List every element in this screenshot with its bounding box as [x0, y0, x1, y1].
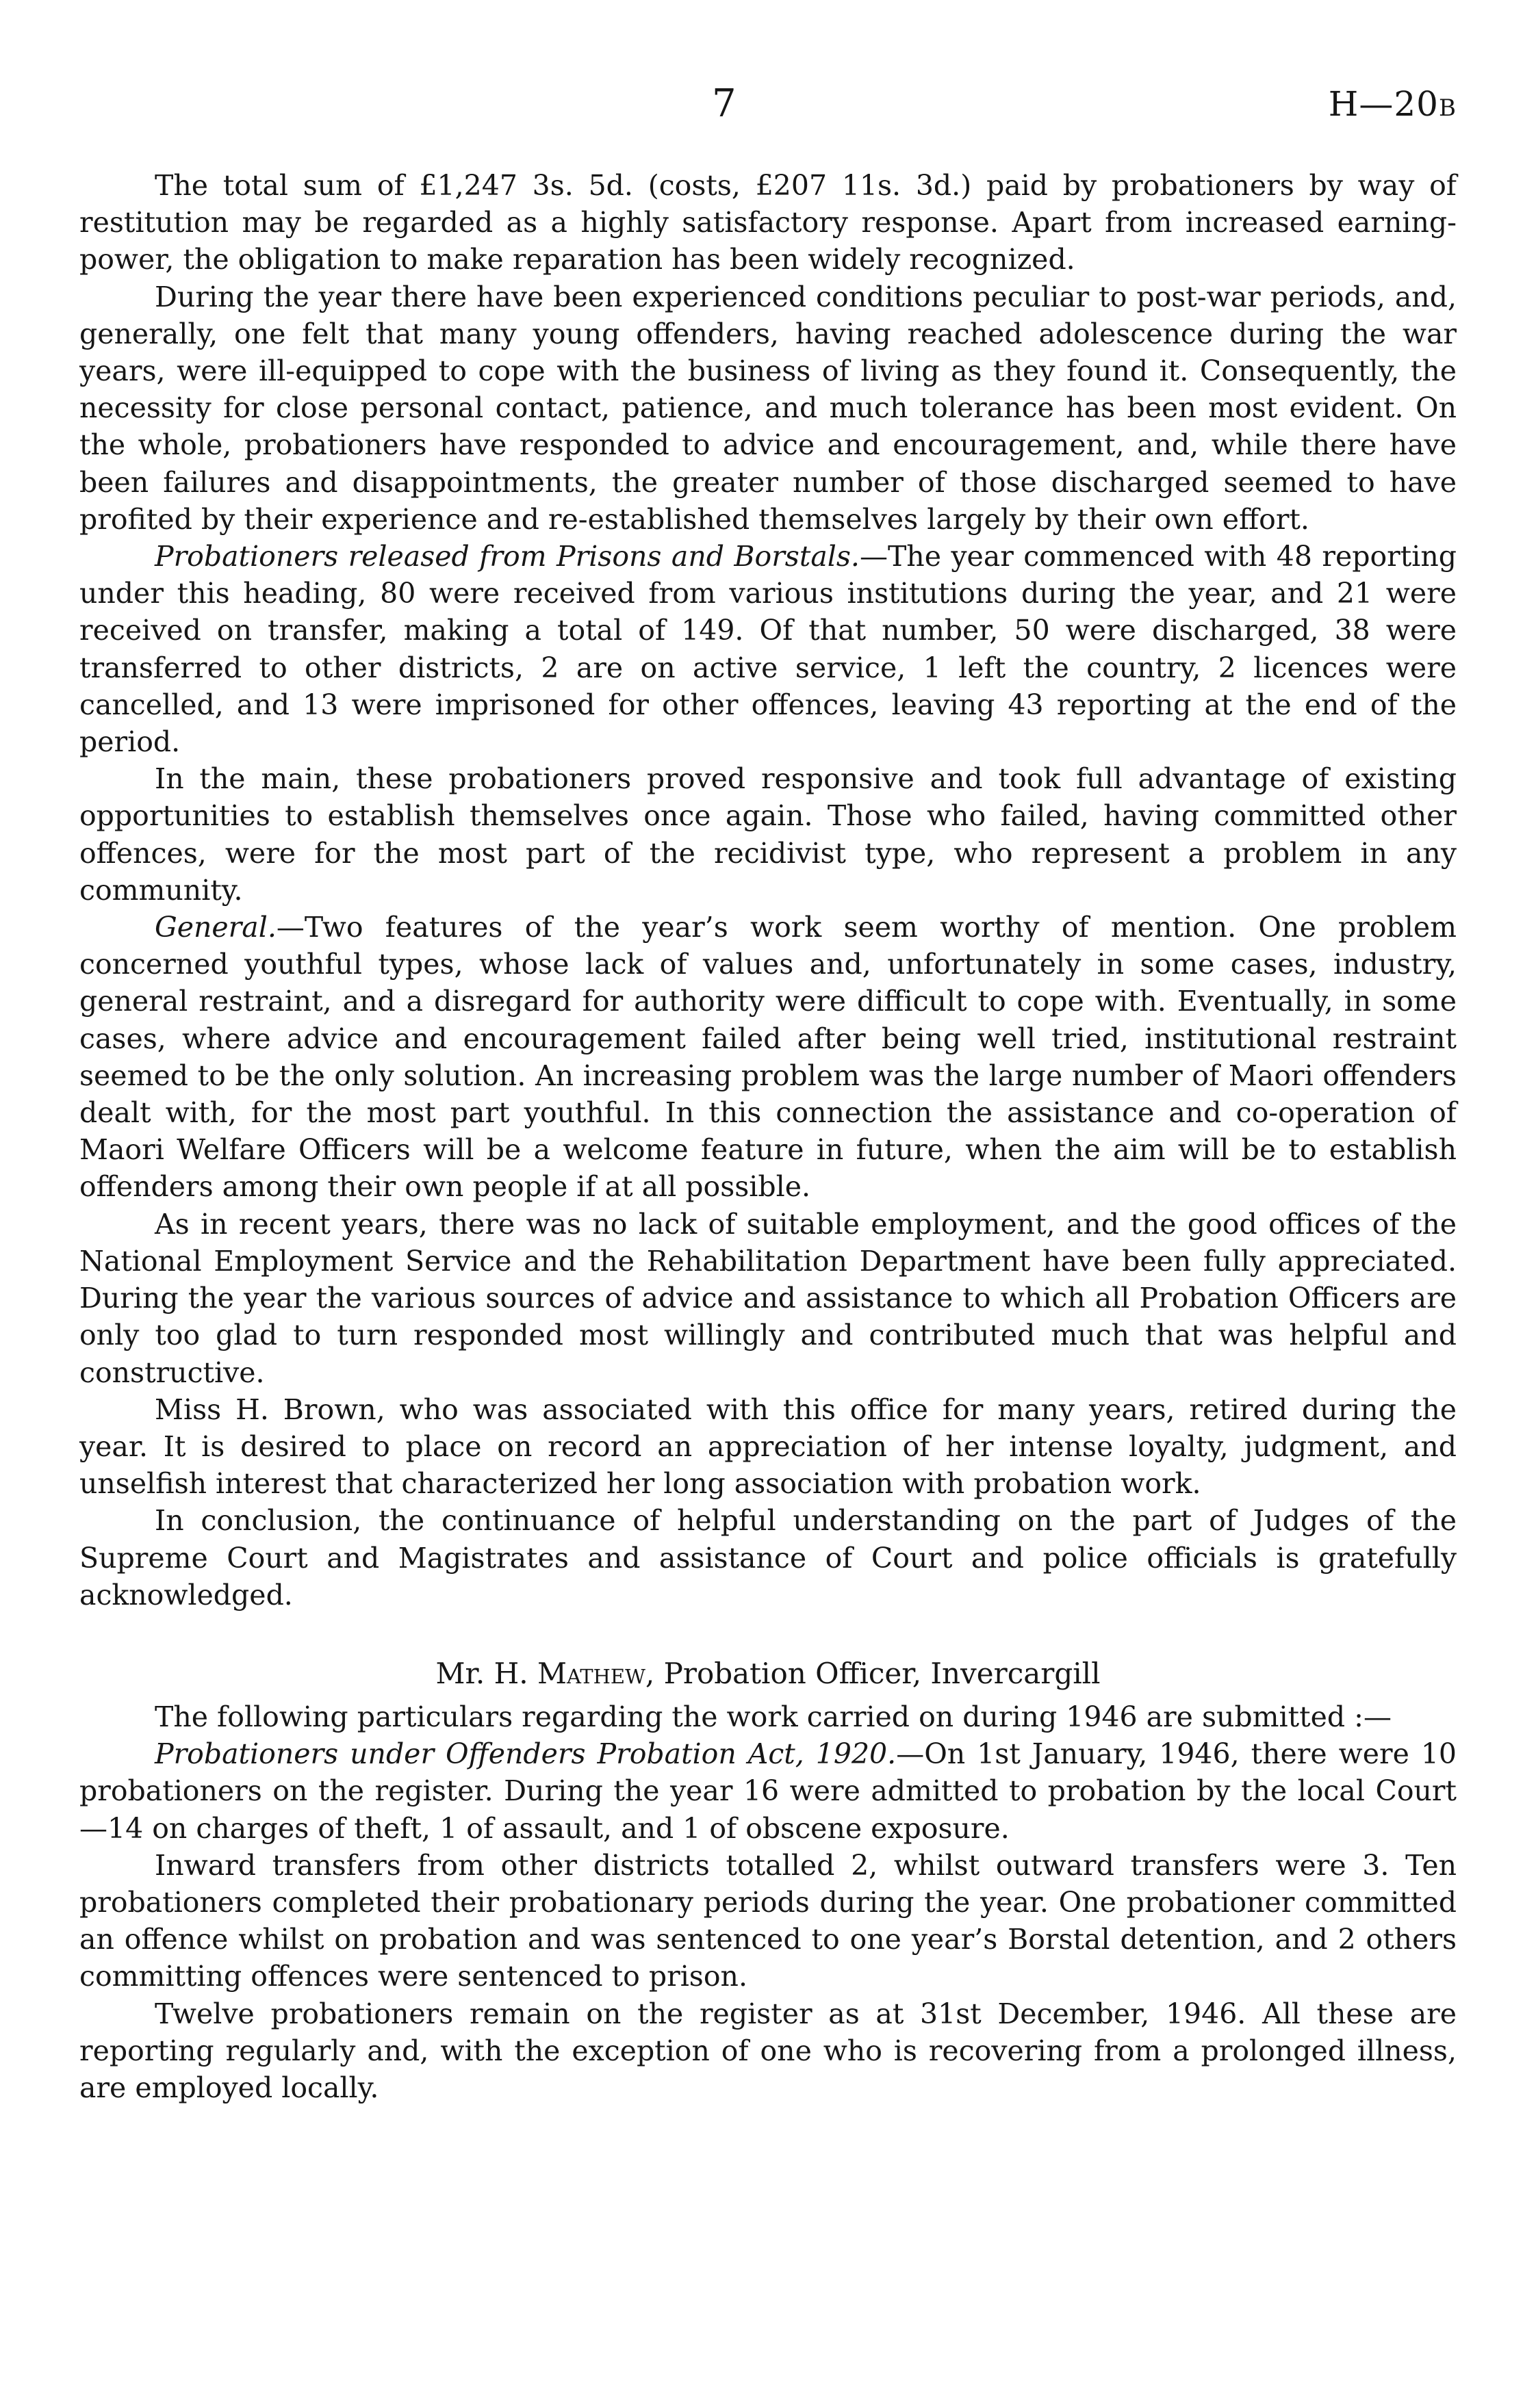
page-body	[79, 167, 1457, 2106]
paragraph-lead-italic: Probationers released from Prisons and Borstals.	[155, 540, 860, 573]
paragraph-employment: As in recent years, there was no lack of suitable employment, and the good offices of the National Employment Service and the Rehabilitation Department have been fully appreciated. During the year the various sources of advice and assistance to which all Probation Officers are only too glad to turn responded most willingly and contributed much that was helpful and constructive.	[79, 1207, 1457, 1389]
paragraph-released-from-prisons	[79, 538, 1457, 760]
document-code	[1329, 77, 1457, 135]
paragraph-offenders-probation-act	[79, 1735, 1457, 1847]
paragraph-restitution: The total sum of £1,247 3s. 5d. (costs, £207 11s. 3d.) paid by probationers by way of restitution may be regarded as a highly satisfactory response. Apart from increased earning-power, the obligation to make reparation has been widely recognized.	[79, 169, 1457, 276]
paragraph-lead-italic: General.	[155, 911, 277, 944]
page-number: 7	[712, 81, 737, 126]
document-code-suffix: B	[1439, 94, 1457, 122]
heading-officer-name: Mathew	[537, 1656, 645, 1690]
paragraph-body: —The year commenced with 48 reporting under this heading, 80 were received from various institutions during the year, and 21 were received on transfer, making a total of 149. Of that number, 50 were discharged, 38 were transferred to other districts, 2 are on active service, 1 left the country, 2 licences were cancelled, and 13 were imprisoned for other offences, leaving 43 reporting at the end of the period.	[79, 540, 1457, 759]
paragraph-post-war-conditions: During the year there have been experienced conditions peculiar to post-war periods, and, generally, one felt that many young offenders, having reached adolescence during the war years, were ill-equipped to cope with the business of living as they found it. Consequently, the necessity for close personal contact, patience, and much tolerance has been most evident. On the whole, probationers have responded to advice and encouragement, and, while there have been failures and disappointments, the greater number of those discharged seemed to have profited by their experience and re-established themselves largely by their own effort.	[79, 280, 1457, 536]
paragraph-general	[79, 909, 1457, 1206]
heading-suffix: , Probation Officer, Invercargill	[645, 1656, 1101, 1690]
paragraph-conclusion: In conclusion, the continuance of helpful understanding on the part of Judges of the Supreme Court and Magistrates and assistance of Court and police officials is gratefully acknowledged.	[79, 1504, 1457, 1611]
paragraph-miss-brown: Miss H. Brown, who was associated with this office for many years, retired during the year. It is desired to place on record an appreciation of her intense loyalty, judgment, and unselfish interest that characterized her long association with probation work.	[79, 1393, 1457, 1501]
page-header	[0, 77, 1536, 131]
document-code-main: H—20	[1328, 84, 1439, 124]
paragraph-responsive-probationers: In the main, these probationers proved responsive and took full advantage of existing opportunities to establish themselves once again. Those who failed, having committed other offences, were for the most part of the recidivist type, who represent a problem in any community.	[79, 762, 1457, 907]
paragraph-body: —On 1st January, 1946, there were 10 probationers on the register. During the year 16 were admitted to probation by the local Court—14 on charges of theft, 1 of assault, and 1 of obscene exposure.	[79, 1737, 1457, 1845]
paragraph-lead-italic: Probationers under Offenders Probation Act, 1920.	[155, 1737, 897, 1771]
paragraph-body: —Two features of the year’s work seem worthy of mention. One problem concerned youthful types, whose lack of values and, unfortunately in some cases, industry, general restraint, and a disregard for authority were difficult to cope with. Eventually, in some cases, where advice and encouragement failed after being well tried, institutional restraint seemed to be the only solution. An increasing problem was the large number of Maori offenders dealt with, for the most part youthful. In this connection the assistance and co-operation of Maori Welfare Officers will be a welcome feature in future, when the aim will be to establish offenders among their own people if at all possible.	[79, 911, 1457, 1204]
paragraph-transfers: Inward transfers from other districts totalled 2, whilst outward transfers were 3. Ten probationers completed their probationary periods during the year. One probationer committed an offence whilst on probation and was sentenced to one year’s Borstal detention, and 2 others committing offences were sentenced to prison.	[79, 1848, 1457, 1993]
paragraph-register: Twelve probationers remain on the register as at 31st December, 1946. All these are reporting regularly and, with the exception of one who is recovering from a prolonged illness, are employed locally.	[79, 1997, 1457, 2104]
heading-prefix: Mr. H.	[435, 1656, 537, 1690]
section-heading-invercargill	[79, 1655, 1457, 1693]
paragraph-particulars: The following particulars regarding the work carried on during 1946 are submitted :—	[155, 1700, 1392, 1733]
